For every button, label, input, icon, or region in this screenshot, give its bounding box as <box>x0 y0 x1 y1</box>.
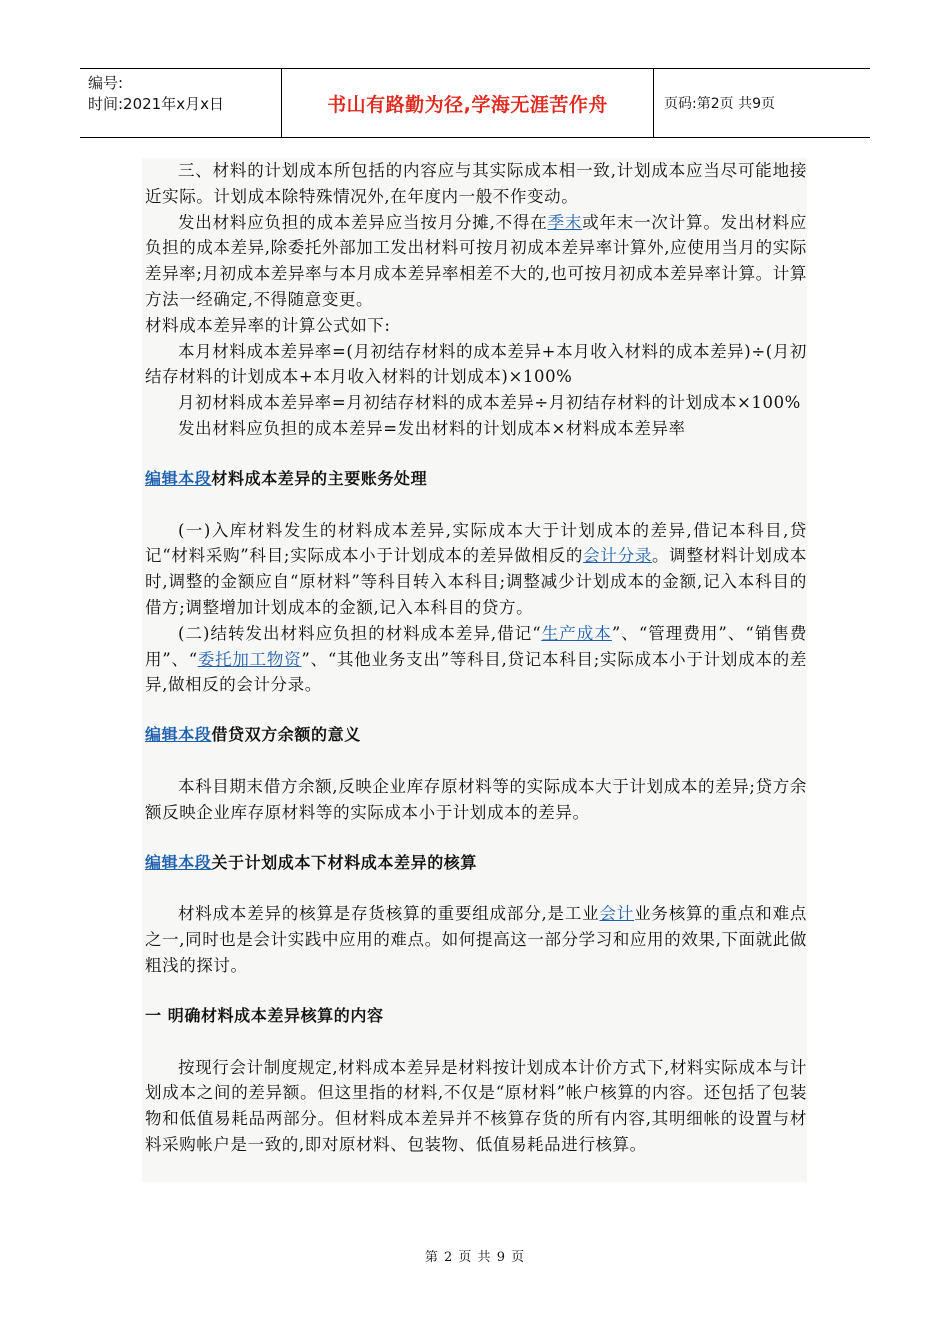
formula-paragraph: 月初材料成本差异率=月初结存材料的成本差异÷月初结存材料的计划成本×100% <box>178 393 801 413</box>
paragraph-text: ”、“管理费用”、“销售费用”、“ <box>145 623 808 669</box>
link-production-cost[interactable]: 生产成本 <box>541 623 612 643</box>
edit-section-link[interactable]: 编辑本段 <box>145 725 212 745</box>
link-consigned-materials[interactable]: 委托加工物资 <box>197 649 302 669</box>
paragraph <box>145 901 807 978</box>
paragraph-text: 业务核算的重点和难点之一,同时也是会计实践中应用的难点。如何提高这一部分学习和应用的效果,下面就此做粗浅的探讨。 <box>145 904 808 975</box>
paragraph: 本科目期末借方余额,反映企业库存原材料等的实际成本大于计划成本的差异;贷方余额反映企业库存原材料等的实际成本小于计划成本的差异。 <box>145 776 807 822</box>
page-header <box>80 68 870 138</box>
link-accounting[interactable]: 会计 <box>599 904 635 924</box>
paragraph: 材料成本差异率的计算公式如下: <box>145 315 391 335</box>
document-time-label: 时间:2021年x月x日 <box>88 95 224 113</box>
link-accounting-entry[interactable]: 会计分录 <box>583 546 653 566</box>
paragraph: 三、材料的计划成本所包括的内容应与其实际成本相一致,计划成本应当尽可能地接近实际。计划成本除特殊情况外,在年度内一般不作变动。 <box>145 161 807 206</box>
formula-paragraph: 发出材料应负担的成本差异=发出材料的计划成本×材料成本差异率 <box>178 418 686 438</box>
paragraph <box>145 210 807 313</box>
paragraph-text: ”、“其他业务支出”等科目,贷记本科目;实际成本小于计划成本的差异,做相反的会计分录。 <box>145 649 807 695</box>
paragraph-text: (二)结转发出材料应负担的材料成本差异,借记“ <box>178 623 542 643</box>
paragraph-text: 发出材料应负担的成本差异应当按月分摊,不得在 <box>178 212 548 232</box>
section-heading <box>145 722 807 748</box>
paragraph-text: (一)入库材料发生的材料成本差异,实际成本大于计划成本的差异,借记本科目,贷记“材料采购”科目;实际成本小于计划成本的差异做相反的 <box>145 520 807 566</box>
paragraph-text: 或年末一次计算。发出材料应负担的成本差异,除委托外部加工发出材料可按月初成本差异率计算外,应使用当月的实际差异率;月初成本差异率与本月成本差异率相差不大的,也可按月初成本差异率计算。计算方法一经确定,不得随意变更。 <box>145 212 807 309</box>
section-title: 关于计划成本下材料成本差异的核算 <box>211 852 478 872</box>
paragraph <box>145 621 807 698</box>
formula-paragraph: 本月材料成本差异率=(月初结存材料的成本差异+本月收入材料的成本差异)÷(月初结存材料的计划成本+本月收入材料的计划成本)×100% <box>145 341 807 387</box>
section-heading <box>145 850 807 876</box>
section-title: 材料成本差异的主要账务处理 <box>211 468 428 488</box>
page-footer: 第 2 页 共 9 页 <box>424 1250 526 1265</box>
document-number-label: 编号: <box>88 74 124 92</box>
link-jimo[interactable]: 季末 <box>547 212 583 232</box>
paragraph <box>145 518 807 621</box>
header-page-info: 页码:第2页 共9页 <box>664 96 775 112</box>
paragraph-text: 。调整材料计划成本时,调整的金额应自“原材料”等科目转入本科目;调整减少计划成本的金额,记入本科目的借方;调整增加计划成本的金额,记入本科目的贷方。 <box>145 546 807 617</box>
document-body <box>145 158 807 1158</box>
paragraph-text: 材料成本差异的核算是存货核算的重要组成部分,是工业 <box>178 904 600 924</box>
paragraph: 按现行会计制度规定,材料成本差异是材料按计划成本计价方式下,材料实际成本与计划成本之间的差异额。但这里指的材料,不仅是“原材料”帐户核算的内容。还包括了包装物和低值易耗品两部分。但材料成本差异并不核算存货的所有内容,其明细帐的设置与材料采购帐户是一致的,即对原材料、包装物、低值易耗品进行核算。 <box>145 1057 807 1154</box>
subsection-heading: 一 明确材料成本差异核算的内容 <box>145 1005 384 1025</box>
section-heading <box>145 466 807 492</box>
edit-section-link[interactable]: 编辑本段 <box>145 852 212 872</box>
edit-section-link[interactable]: 编辑本段 <box>145 468 212 488</box>
section-title: 借贷双方余额的意义 <box>211 725 361 745</box>
header-meta <box>80 69 282 137</box>
header-motto: 书山有路勤为径,学海无涯苦作舟 <box>282 69 654 137</box>
